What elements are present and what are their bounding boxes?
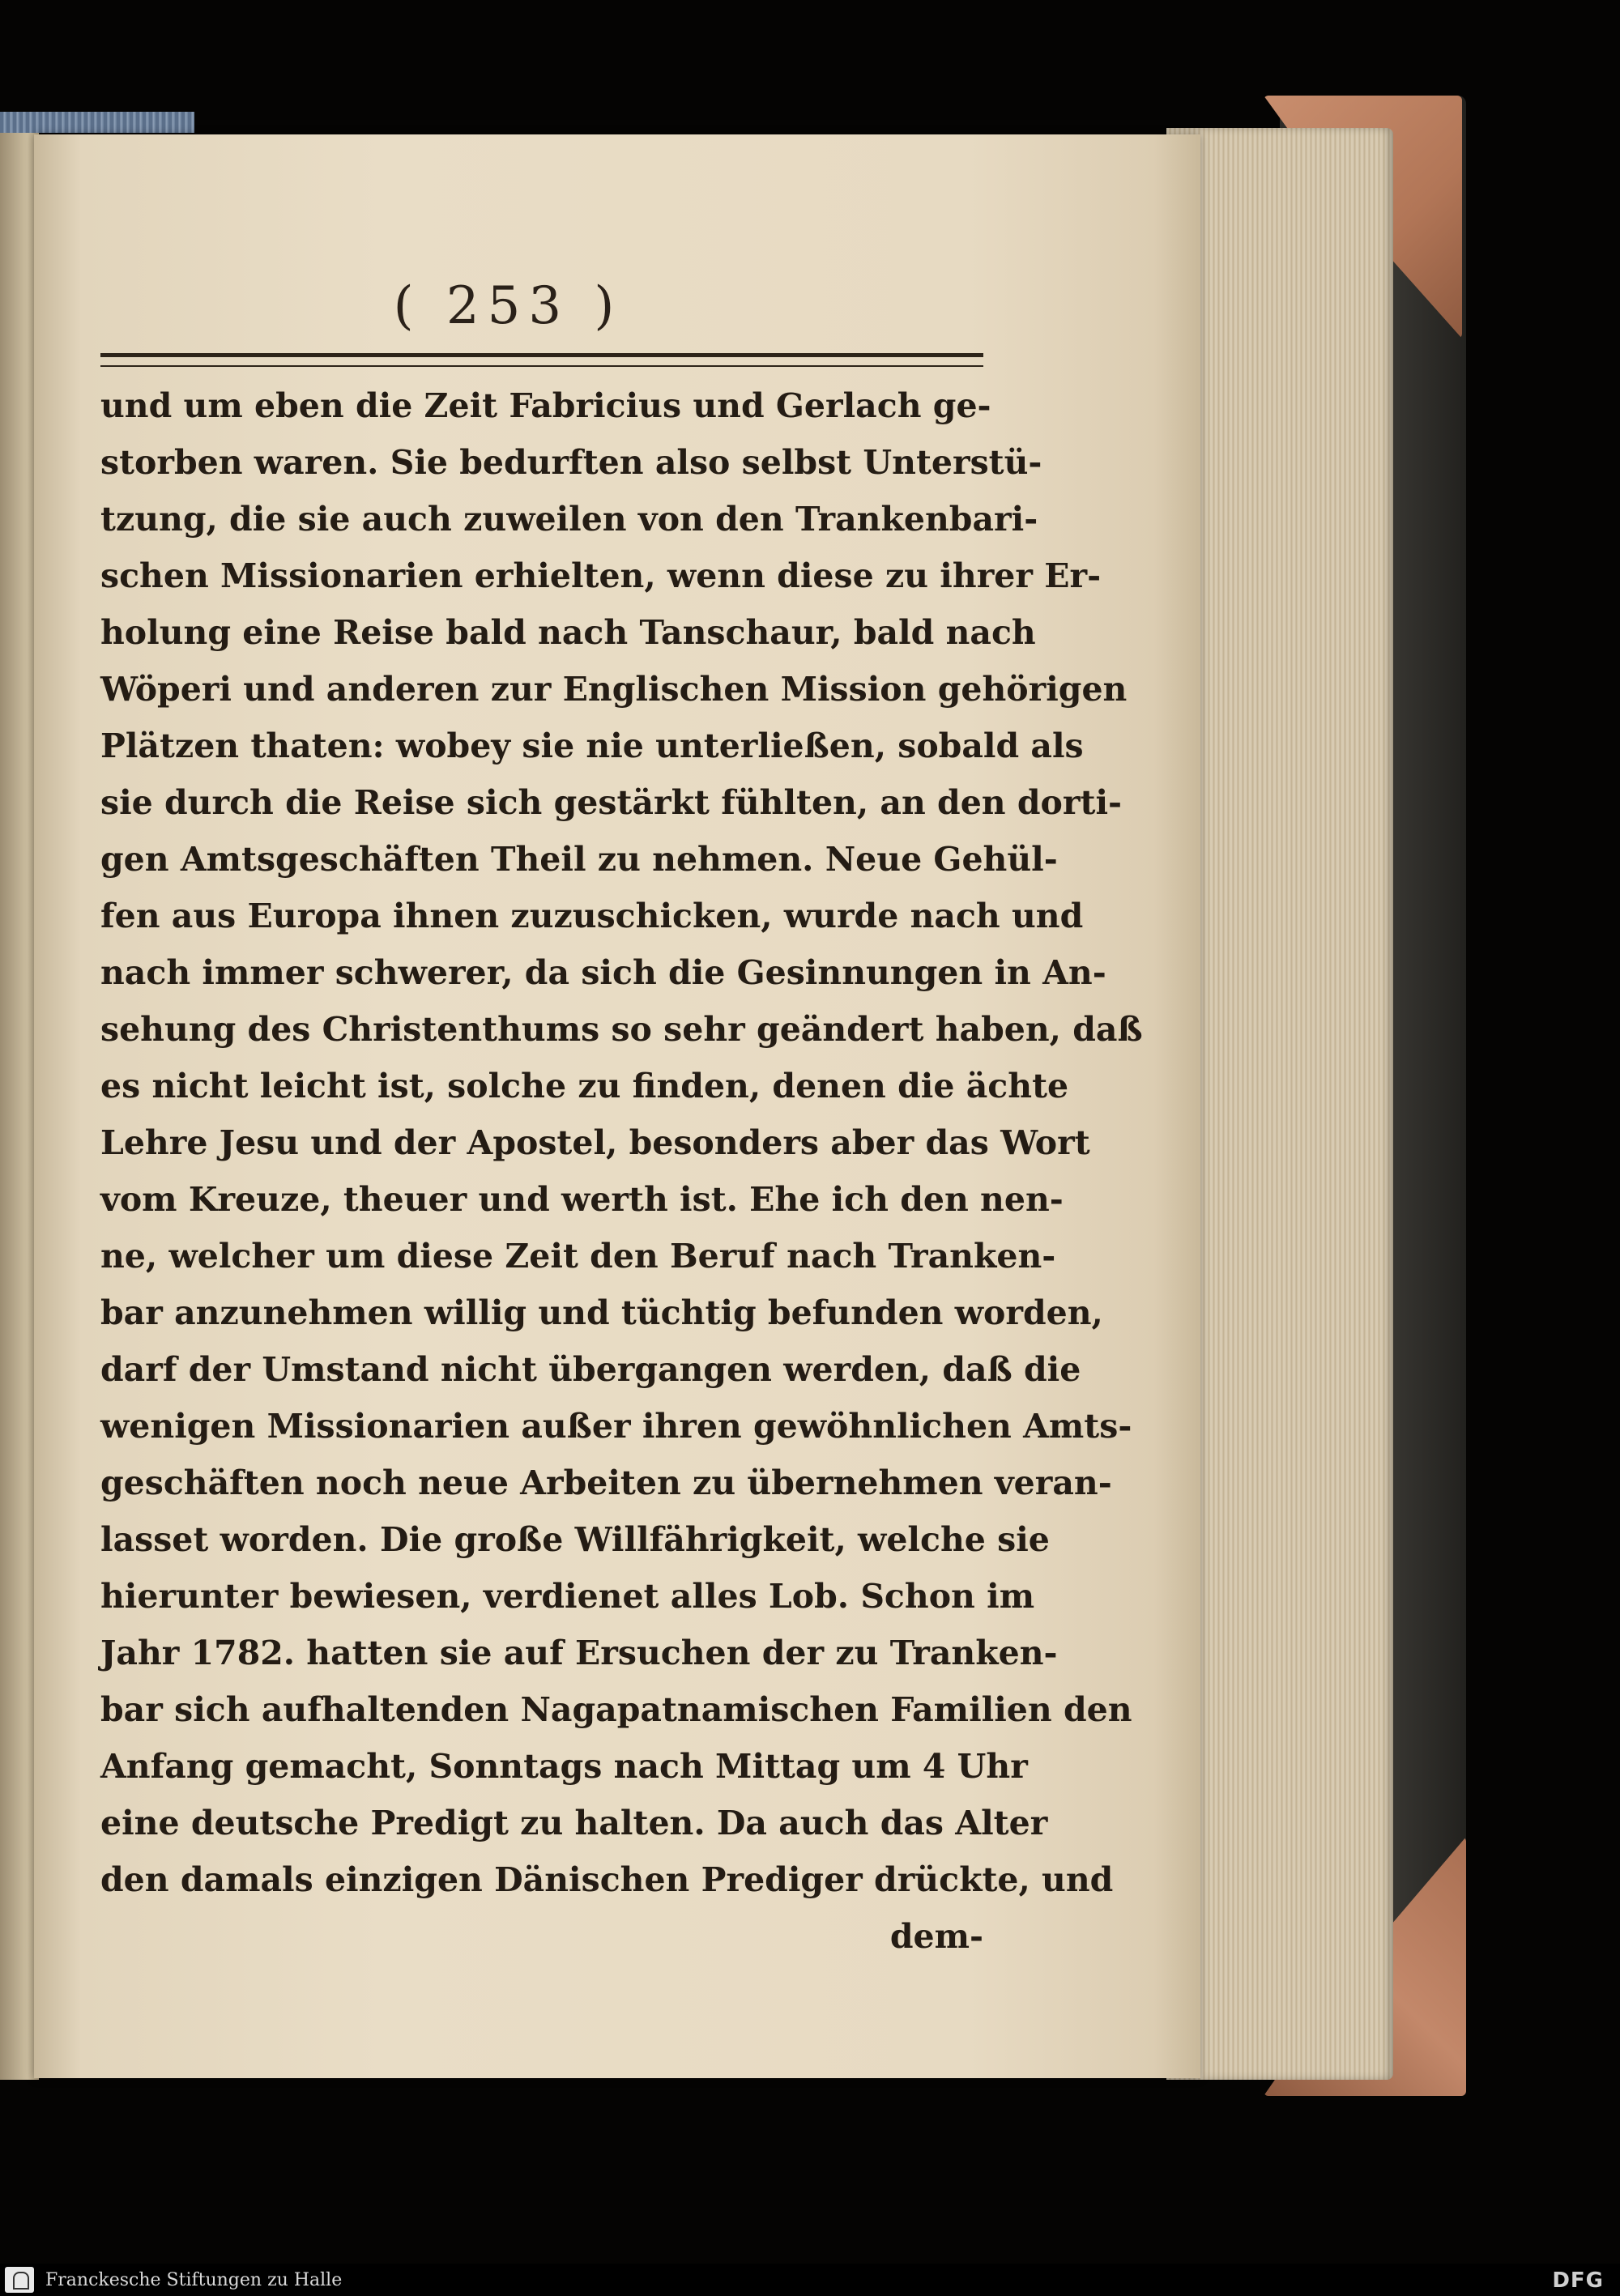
catchword: dem- <box>889 1917 983 1956</box>
text-line: tzung, die sie auch zuweilen von den Trankenbari- <box>100 500 1038 539</box>
text-line: es nicht leicht ist, solche zu finden, denen die ächte <box>100 1067 1069 1105</box>
text-line: fen aus Europa ihnen zuzuschicken, wurde nach und <box>100 897 1084 935</box>
text-line: lasset worden. Die große Willfährigkeit, welche sie <box>100 1520 1050 1559</box>
text-line: holung eine Reise bald nach Tanschaur, bald nach <box>100 613 1036 652</box>
text-line: wenigen Missionarien außer ihren gewöhnlichen Amts- <box>100 1407 1132 1446</box>
institution-logo-icon <box>5 2267 34 2293</box>
text-line: schen Missionarien erhielten, wenn diese zu ihrer Er- <box>100 556 1102 595</box>
footer-bar <box>0 2264 1620 2296</box>
text-line: Plätzen thaten: wobey sie nie unterließen, sobald als <box>100 726 1084 765</box>
text-line: Lehre Jesu und der Apostel, besonders aber das Wort <box>100 1123 1090 1162</box>
text-line: und um eben die Zeit Fabricius und Gerlach ge- <box>100 386 991 425</box>
left-page-edge <box>0 120 39 2080</box>
text-line: eine deutsche Predigt zu halten. Da auch das Alter <box>100 1804 1048 1842</box>
dfg-logo: DFG <box>1552 2268 1604 2293</box>
book-page <box>34 134 1200 2078</box>
text-line: bar sich aufhaltenden Nagapatnamischen Familien den <box>100 1690 1132 1729</box>
text-line: sehung des Christenthums so sehr geändert haben, daß <box>100 1010 1143 1049</box>
spine-cloth <box>0 112 194 133</box>
page-edges <box>1166 128 1393 2080</box>
text-line: sie durch die Reise sich gestärkt fühlten, an den dorti- <box>100 783 1123 822</box>
text-line: darf der Umstand nicht übergangen werden, daß die <box>100 1350 1081 1389</box>
book <box>0 96 1490 2104</box>
text-line: hierunter bewiesen, verdienet alles Lob. Schon im <box>100 1577 1035 1616</box>
text-line: geschäften noch neue Arbeiten zu übernehmen veran- <box>100 1463 1112 1502</box>
text-line: storben waren. Sie bedurften also selbst Unterstü- <box>100 443 1042 482</box>
text-line: Jahr 1782. hatten sie auf Ersuchen der zu Tranken- <box>100 1634 1058 1672</box>
text-line: Wöperi und anderen zur Englischen Mission gehörigen <box>100 670 1128 709</box>
text-line: gen Amtsgeschäften Theil zu nehmen. Neue Gehül- <box>100 840 1058 879</box>
page-text <box>100 377 1143 1965</box>
header-rule <box>100 353 983 367</box>
institution-name: Franckesche Stiftungen zu Halle <box>45 2270 343 2290</box>
text-line: vom Kreuze, theuer und werth ist. Ehe ich den nen- <box>100 1180 1064 1219</box>
text-line: den damals einzigen Dänischen Prediger drückte, und <box>100 1860 1114 1899</box>
page-number: ( 253 ) <box>393 276 623 336</box>
text-line: nach immer schwerer, da sich die Gesinnungen in An- <box>100 953 1106 992</box>
text-line: ne, welcher um diese Zeit den Beruf nach Tranken- <box>100 1237 1056 1276</box>
text-line: bar anzunehmen willig und tüchtig befunden worden, <box>100 1293 1103 1332</box>
text-line: Anfang gemacht, Sonntags nach Mittag um 4 Uhr <box>100 1747 1028 1786</box>
